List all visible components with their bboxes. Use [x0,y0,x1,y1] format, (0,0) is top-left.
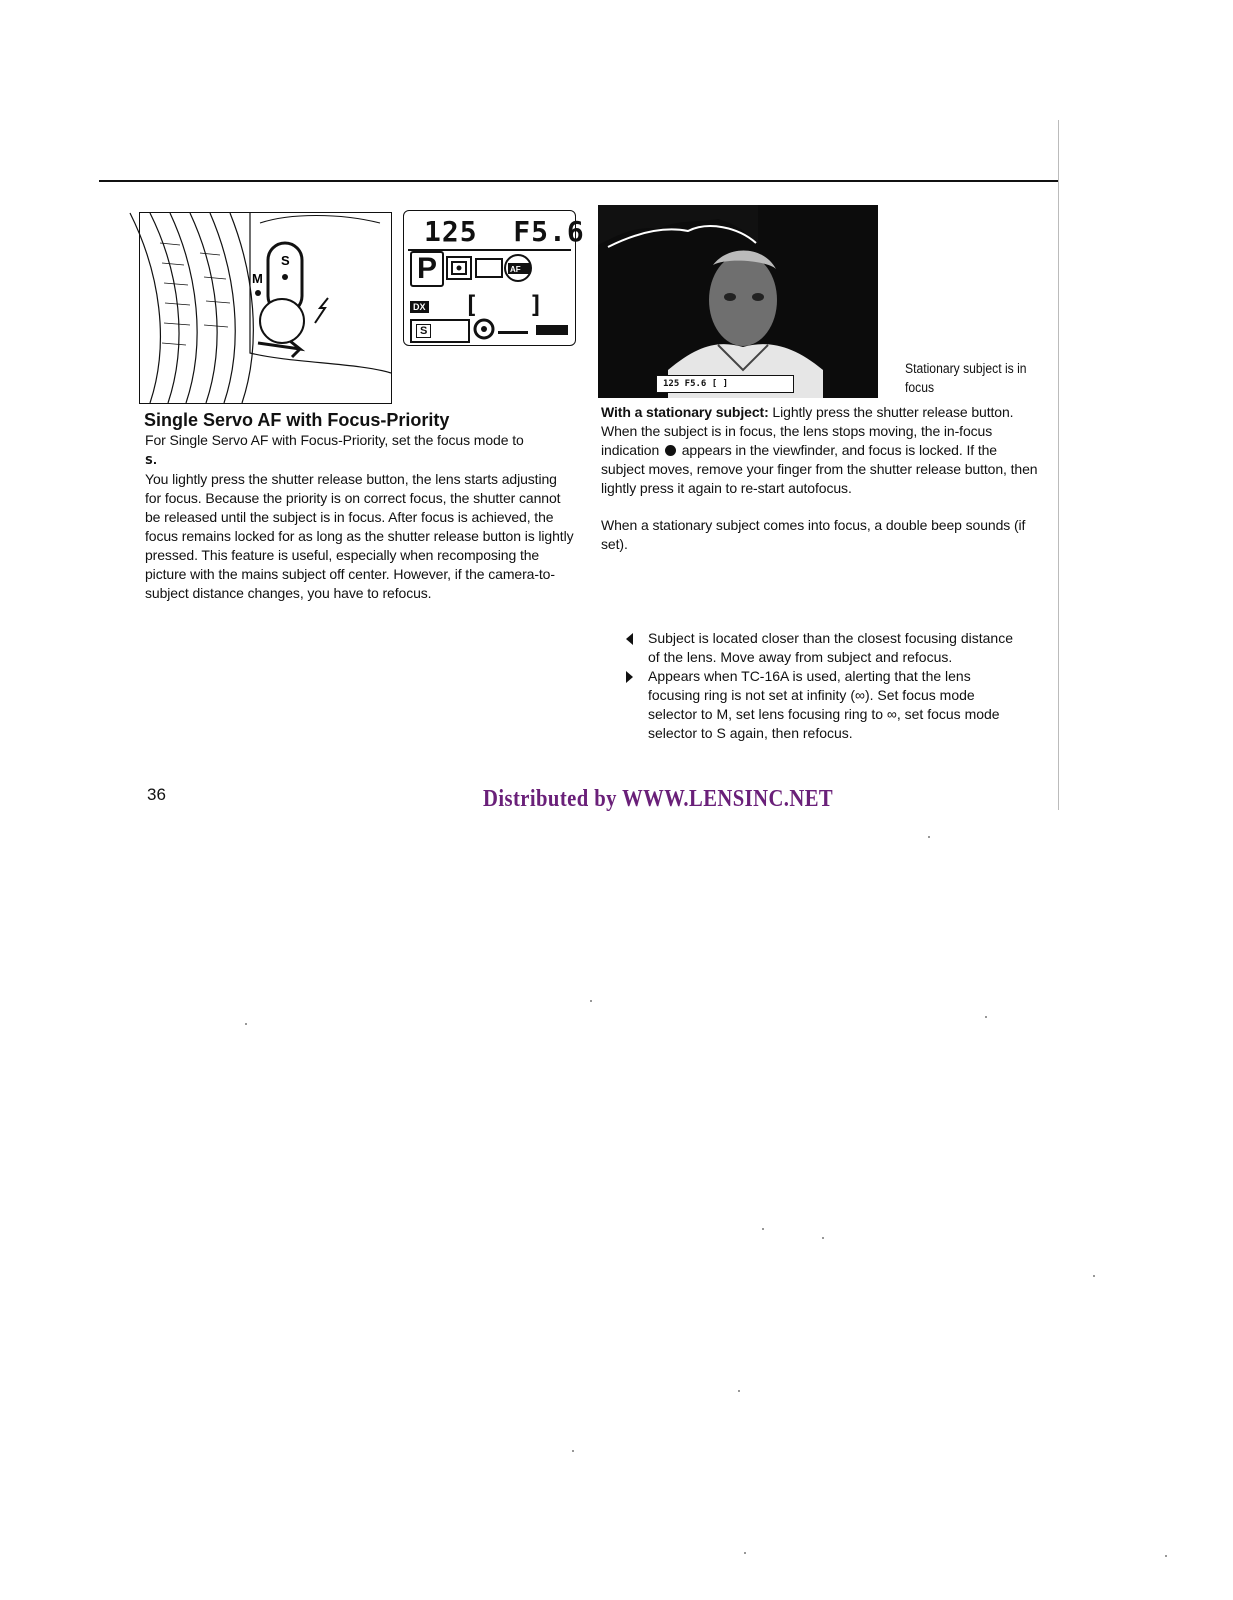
triangle-right-icon [626,671,633,683]
triangle-left-icon [626,633,633,645]
lcd-aperture: F5.6 [513,215,585,248]
intro-paragraph [145,431,575,470]
stationary-lead: With a stationary subject: [601,404,769,420]
svg-text:S: S [281,253,290,268]
in-focus-dot-icon [665,445,676,456]
svg-text:M: M [252,271,263,286]
viewfinder-readout [656,375,794,393]
section-heading: Single Servo AF with Focus-Priority [144,410,450,430]
indicator-list [626,629,1026,743]
scan-edge-line [1058,120,1059,810]
footer-distributor: Distributed by WWW.LENSINC.NET [483,786,834,812]
beep-paragraph: When a stationary subject comes into focus, a double beep sounds (if set). [601,517,1026,552]
list-item-text: Subject is located closer than the closest focusing distance of the lens. Move away from subject and refocus. [648,630,1013,665]
svg-text:AF: AF [510,265,521,274]
metering-af-icons [446,255,571,283]
lcd-readout [424,215,585,248]
body-paragraph: You lightly press the shutter release button, the lens starts adjusting for focus. Because the priority is on correct focus, the shutter cannot be released until the subject is in focus. After focus is achieved, the focus remains locked for as long as the shutter release button is lightly pressed. This feature is useful, especially when recomposing the picture with the mains subject off center. However, if the camera-to-subject distance changes, you have to refocus. [145,471,574,601]
list-item [626,667,1026,743]
list-item [626,629,1026,667]
photo-caption: Stationary subject is in focus [905,361,1027,395]
scan-speck [744,1552,746,1554]
scan-speck [1165,1555,1167,1557]
stationary-text-b: appears in the viewfinder, and focus is locked. If the subject moves, remove your finger from the shutter release button, then lightly press it again to re-start autofocus. [601,442,1038,496]
stationary-subject-paragraph [601,403,1041,498]
scan-speck [572,1450,574,1452]
viewfinder-readout-text: 125 F5.6 [ ] [663,379,729,389]
scan-speck [822,1237,824,1239]
intro-mode: S. [145,454,157,467]
lcd-panel-illustration [403,210,585,346]
lcd-shutter: 125 [424,215,478,248]
list-item-text: Appears when TC-16A is used, alerting that the lens focusing ring is not set at infinity (∞). Set focus mode selector to M, set lens focusing ring to ∞, set focus mode selector to S again, then refocus. [648,668,1000,741]
scan-speck [762,1228,764,1230]
stationary-text-a: Lightly press the shutter release button. When the subject is in focus, the lens stops moving, the in-focus indication [601,404,1014,458]
lcd-mode: P [410,251,444,287]
lcd-focus-brackets: [ ] [464,291,562,319]
scan-speck [245,1023,247,1025]
scan-speck [928,836,930,838]
camera-focus-selector-illustration [139,212,392,404]
lcd-s-label: S [416,324,431,338]
page-number: 36 [147,785,166,804]
scan-speck [1093,1275,1095,1277]
scan-speck [738,1390,740,1392]
intro-text: For Single Servo AF with Focus-Priority, set the focus mode to [145,432,524,448]
lcd-dx-badge: DX [410,301,429,313]
scan-speck [985,1016,987,1018]
self-timer-battery-icons [474,317,572,341]
lcd-s-box [410,319,470,343]
top-rule [99,180,1059,182]
scan-speck [590,1000,592,1002]
viewfinder-photo [598,205,878,398]
